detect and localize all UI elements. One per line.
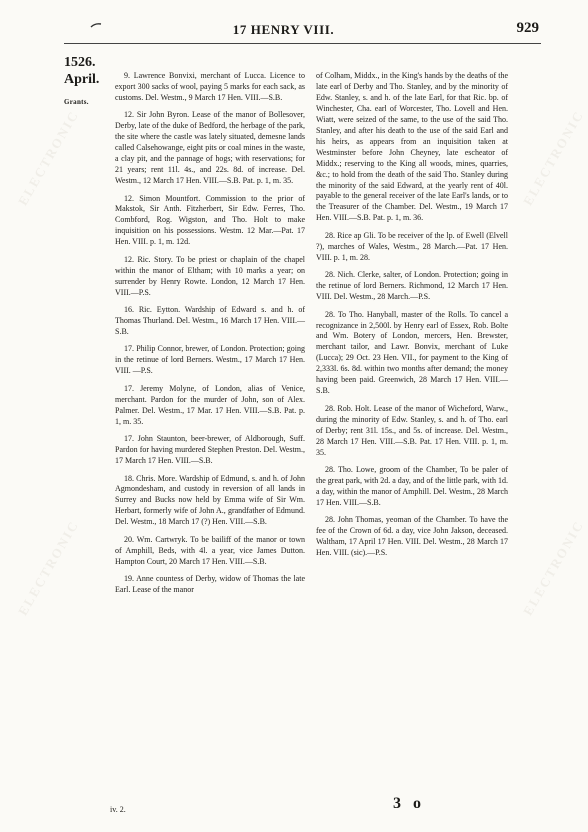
signature-mark: iv. 2. [110, 805, 126, 814]
entry-paragraph: 28. Rob. Holt. Lease of the manor of Wicheford, Warw., during the minority of Edw. Stanley, s. and h. of Tho. earl of Derby; rent 31l. 15s., and 5s. of increase. Del. Westm., 28 March 17 Hen. VIII.—S.B. Pat. 17 Hen. VIII. p. 1, m. 35. [316, 403, 508, 457]
entry-paragraph: 19. Anne countess of Derby, widow of Thomas the late Earl. Lease of the manor [115, 574, 305, 595]
entry-paragraph: of Colham, Middx., in the King's hands by the deaths of the late earl of Derby and Tho. Stanley, and by the minority of Edw. Stanley, s. and h. of the late Earl, for that Ric. bp. of Winchester, Cha. earl of Worcester, Tho. Lovell and Hen. Wiatt, were seized of the same, to the use of the said Tho. Stanley, and after his death to the use of the said Earl and his heirs, as appears from an inquisition taken at Westminster before John Cheyney, late escheator of Middx.; reserving to the King all woods, mines, quarries, &c.; to hold from the death of the said Tho. Stanley during the minority of the said Edward, at the yearly rent of 40l. payable to the general receiver of the late Earl's lands, or to the Treasurer of the Chamber. Del. Westm., 19 March 17 Hen. VIII.—S.B. Pat. p. 1, m. 36. [316, 71, 508, 223]
entry-paragraph: 12. Sir John Byron. Lease of the manor of Bollesover, Derby, late of the duke of Bedford, the herbage of the park, the site where the castle was lately situated, demesne lands called Calsehowange, eight pits or coal mines in the waste, a clay pit, and the pannage of hogs; with reservations; for 21 years; rent 11l. 4s., and 22s. 8d. of increase. Del. Westm., 12 March 17 Hen. VIII.—S.B. Pat. p. 1, m. 35. [115, 110, 305, 186]
entry-paragraph: 9. Lawrence Bonvixi, merchant of Lucca. Licence to export 300 sacks of wool, paying 5 marks for each sack, as customs. Del. Westm., 9 March 17 Hen. VIII.—S.B. [115, 71, 305, 102]
gathering-mark: 3 o [393, 795, 425, 812]
text-column-left [115, 71, 305, 603]
watermark: ELECTRONIC [14, 517, 82, 619]
watermark: ELECTRONIC [519, 517, 587, 619]
entry-paragraph: 28. Tho. Lowe, groom of the Chamber, To be paler of the great park, with 2d. a day, and of the little park, with 1d. a day, within the manor of Amphill. Del. Westm., 28 March 17 Hen. VIII.—S.B. [316, 464, 508, 507]
header-rule [64, 43, 541, 44]
entry-paragraph: 17. John Staunton, beer-brewer, of Aldborough, Suff. Pardon for having murdered Stephen Preston. Del. Westm., 17 March 17 Hen. VIII.—S.B. [115, 434, 305, 466]
running-header: 17 HENRY VIII. [232, 22, 335, 37]
page-number: 929 [516, 20, 539, 36]
margin-year: 1526. [64, 55, 96, 70]
text-column-right [316, 71, 508, 566]
margin-month: April. [64, 72, 100, 87]
entry-paragraph: 17. Jeremy Molyne, of London, alias of Venice, merchant. Pardon for the murder of John, son of Alex. Palmer. Del. Westm., 17 Mar. 17 Hen. VIII.—S.B. Pat. p. 1, m. 35. [115, 383, 305, 426]
watermark: ELECTRONIC [519, 107, 587, 209]
entry-paragraph: 16. Ric. Eytton. Wardship of Edward s. and h. of Thomas Thurland. Del. Westm., 16 March 17 Hen. VIII.—S.B. [115, 305, 305, 337]
entry-paragraph: 28. Rice ap Gli. To be receiver of the lp. of Ewell (Elvell ?), marches of Wales, Westm., 28 March.—Pat. 17 Hen. VIII. p. 1, m. 28. [316, 230, 508, 262]
entry-paragraph: 18. Chris. More. Wardship of Edmund, s. and h. of John Agmondesham, and custody in reversion of all lands in Surrey and Bucks now held by Emma wife of Sir Wm. Herbart, formerly wife of John A., grandfather of Edmund. Del. Westm., 18 March 17 (?) Hen. VIII.—S.B. [115, 473, 305, 527]
entry-paragraph: 17. Philip Connor, brewer, of London. Protection; going in the retinue of lord Berners. Westm., 17 March 17 Hen. VIII. —P.S. [115, 344, 305, 376]
entry-paragraph: 20. Wm. Cartwryk. To be bailiff of the manor or town of Amphill, Beds, with 4l. a year, vice James Dutton. Hampton Court, 20 March 17 Hen. VIII.—S.B. [115, 534, 305, 566]
entry-paragraph: 28. Nich. Clerke, salter, of London. Protection; going in the retinue of lord Berners. Richmond, 12 March 17 Hen. VIII. Del. Westm., 28 March.—P.S. [316, 270, 508, 302]
entry-paragraph: 28. John Thomas, yeoman of the Chamber. To have the fee of the Crown of 6d. a day, vice John Jakson, deceased. Waltham, 17 April 17 Hen. VIII. Del. Westm., 28 March 17 Hen. VIII. (sic).—P.S. [316, 515, 508, 558]
entry-paragraph: 28. To Tho. Hanyball, master of the Rolls. To cancel a recognizance in 2,500l. by Henry earl of Essex, Rob. Bolte and Wm. Botery of London, mercers, Hen. Brewster, merchant tailor, and Lawr. Bonvix, merchant of Luke (Lucca); 29 Oct. 23 Hen. VII., for payment to the King of 2,333l. 6s. 8d. within two months after demand; the money having been paid. Greenwich, 28 March 17 Hen. VIII.—S.B. [316, 309, 508, 396]
margin-section-label: Grants. [64, 98, 89, 106]
entry-paragraph: 12. Simon Mountfort. Commission to the prior of Makstok, Sir Anth. Fitzherbert, Sir Edw. Ferres, Tho. Combford, Rog. Wigston, and Tho. Holt to make inquisition on his possessions. Westm. 12 Mar.—Pat. 17 Hen. VIII. p. 1, m. 12d. [115, 193, 305, 247]
entry-paragraph: 12. Ric. Story. To be priest or chaplain of the chapel within the manor of Eltham; with 10 marks a year; on surrender by Henry Rowte. London, 12 March 17 Hen. VIII.—P.S. [115, 254, 305, 297]
watermark: ELECTRONIC [14, 107, 82, 209]
